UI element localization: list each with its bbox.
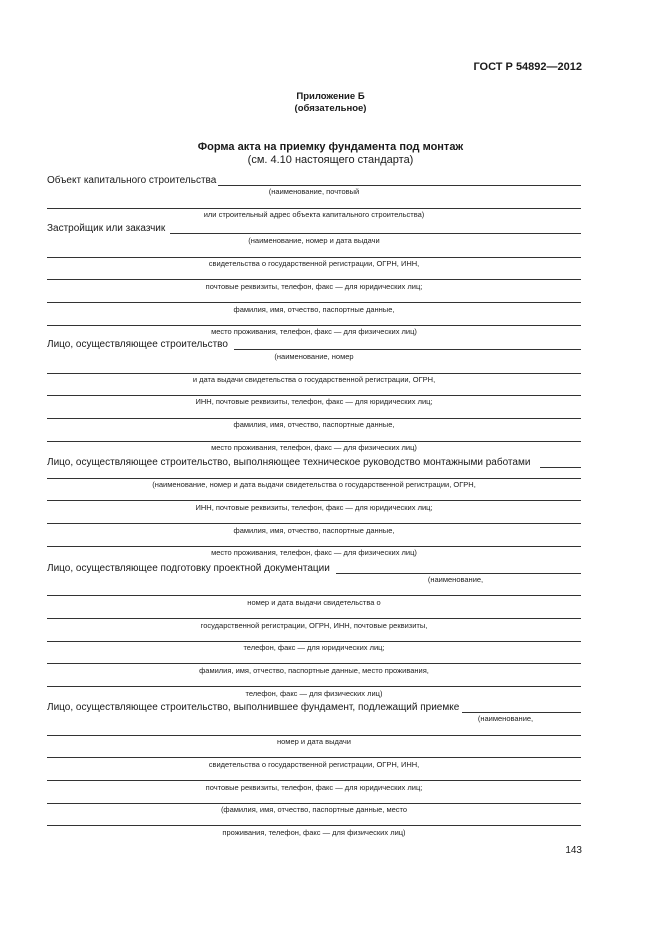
field-caption: номер и дата выдачи [276,737,351,746]
field-caption: (наименование, почтовый [268,187,360,196]
fill-line[interactable] [47,208,581,209]
fill-line[interactable] [47,257,581,258]
appendix-heading [0,91,661,115]
appendix-title: Приложение Б [296,91,365,102]
field-caption: (наименование, [477,714,534,723]
fill-line[interactable] [47,803,581,804]
developer-label: Застройщик или заказчик [47,223,166,234]
fill-line[interactable] [47,441,581,442]
field-caption: телефон, факс — для физических лиц) [245,689,383,698]
field-caption: номер и дата выдачи свидетельства о [247,598,381,607]
fill-line[interactable] [47,595,581,596]
field-caption: свидетельства о государственной регистрации, ОГРН, ИНН, [208,760,420,769]
field-caption: почтовые реквизиты, телефон, факс — для юридических лиц; [205,282,423,291]
designer-fill-line[interactable] [336,573,581,574]
builder-label: Лицо, осуществляющее строительство [47,339,228,350]
builder-fill-line[interactable] [234,349,581,350]
form-title: Форма акта на приемку фундамента под монтаж [197,141,464,153]
fill-line[interactable] [47,546,581,547]
tech-supervisor-fill-line[interactable] [540,467,581,468]
field-caption: ИНН, почтовые реквизиты, телефон, факс — для юридических лиц; [195,503,433,512]
field-caption: (наименование, номер и дата выдачи свидетельства о государственной регистрации, ОГРН, [152,480,476,489]
fill-line[interactable] [47,641,581,642]
fill-line[interactable] [47,478,581,479]
form-heading [0,141,661,167]
foundation-builder-fill-line[interactable] [462,712,581,713]
fill-line[interactable] [47,825,581,826]
field-caption: место проживания, телефон, факс — для физических лиц) [211,443,417,452]
field-caption: (фамилия, имя, отчество, паспортные данные, место [220,805,408,814]
field-caption: фамилия, имя, отчество, паспортные данные, [233,305,395,314]
field-caption: ИНН, почтовые реквизиты, телефон, факс — для юридических лиц; [195,397,433,406]
field-caption: место проживания, телефон, факс — для физических лиц) [211,548,417,557]
object-label: Объект капитального строительства [47,175,217,186]
field-caption: свидетельства о государственной регистрации, ОГРН, ИНН, [208,259,420,268]
fill-line[interactable] [47,663,581,664]
designer-label: Лицо, осуществляющее подготовку проектной документации [47,563,330,574]
fill-line[interactable] [47,757,581,758]
fill-line[interactable] [47,780,581,781]
field-caption: почтовые реквизиты, телефон, факс — для юридических лиц; [205,783,423,792]
fill-line[interactable] [47,618,581,619]
foundation-builder-label: Лицо, осуществляющее строительство, выполнившее фундамент, подлежащий приемке [47,702,460,713]
field-caption: государственной регистрации, ОГРН, ИНН, почтовые реквизиты, [200,621,428,630]
object-fill-line[interactable] [218,185,581,186]
field-caption: фамилия, имя, отчество, паспортные данные, [233,526,395,535]
fill-line[interactable] [47,325,581,326]
fill-line[interactable] [47,523,581,524]
standard-number: ГОСТ Р 54892—2012 [473,61,582,73]
field-caption: телефон, факс — для юридических лиц; [243,643,385,652]
appendix-status: (обязательное) [294,103,367,114]
form-subtitle: (см. 4.10 настоящего стандарта) [247,154,414,166]
field-caption: (наименование, номер и дата выдачи [248,236,380,245]
field-caption: и дата выдачи свидетельства о государственной регистрации, ОГРН, [192,375,436,384]
fill-line[interactable] [47,686,581,687]
field-caption: или строительный адрес объекта капитального строительства) [203,210,425,219]
fill-line[interactable] [47,500,581,501]
field-caption: фамилия, имя, отчество, паспортные данные, [233,420,395,429]
developer-fill-line[interactable] [170,233,581,234]
fill-line[interactable] [47,735,581,736]
field-caption: место проживания, телефон, факс — для физических лиц) [211,327,417,336]
fill-line[interactable] [47,302,581,303]
field-caption: проживания, телефон, факс — для физических лиц) [222,828,406,837]
field-caption: (наименование, [427,575,484,584]
field-caption: (наименование, номер [274,352,354,361]
fill-line[interactable] [47,279,581,280]
fill-line[interactable] [47,373,581,374]
fill-line[interactable] [47,418,581,419]
fill-line[interactable] [47,395,581,396]
page-number: 143 [565,845,582,856]
tech-supervisor-label: Лицо, осуществляющее строительство, выполняющее техническое руководство монтажными работами [47,457,531,468]
field-caption: фамилия, имя, отчество, паспортные данные, место проживания, [199,666,429,675]
